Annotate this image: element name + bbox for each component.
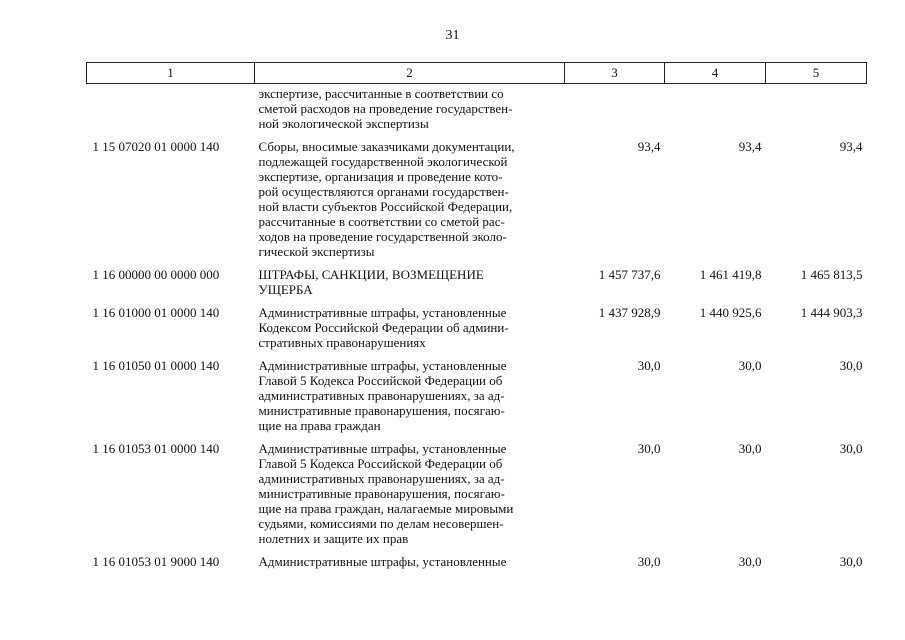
income-name-line: УЩЕРБА (258, 282, 313, 297)
amount-cell-col3: 30,0 (637, 554, 661, 569)
budget-table (86, 62, 867, 577)
amount-cell-col3: 1 457 737,6 (598, 267, 661, 282)
column-header-3: 3 (565, 63, 665, 84)
income-name-cell (255, 305, 565, 358)
income-name-line: административных правонарушениях, за ад- (258, 471, 505, 486)
amount-cell-col5: 1 465 813,5 (800, 267, 863, 282)
income-name-line: ной власти субъектов Российской Федерации, (258, 199, 513, 214)
column-header-1: 1 (87, 63, 255, 84)
amount-cell-col3: 1 437 928,9 (598, 305, 661, 320)
income-name-line: ной экологической экспертизы (258, 116, 429, 131)
income-name-line: Административные штрафы, установленные (258, 358, 507, 373)
table-row (87, 305, 867, 358)
budget-code-cell (87, 84, 255, 140)
income-name-line: административных правонарушениях, за ад- (258, 388, 505, 403)
income-name-cell (255, 84, 565, 140)
amount-cell-col5: 30,0 (839, 441, 863, 456)
amount-cell-col4: 93,4 (738, 139, 762, 154)
amount-cell-col5: 1 444 903,3 (800, 305, 863, 320)
income-name-line: ходов на проведение государственной эколо- (258, 229, 507, 244)
amount-cell-col5: 93,4 (839, 139, 863, 154)
income-name-line: нолетних и защите их прав (258, 531, 409, 546)
income-name-line: сметой расходов на проведение государствен- (258, 101, 513, 116)
income-name-cell (255, 358, 565, 441)
income-name-line: Административные штрафы, установленные (258, 441, 507, 456)
budget-code-cell: 1 16 01000 01 0000 140 (92, 305, 220, 320)
amount-cell-col5: 30,0 (839, 358, 863, 373)
income-name-cell (255, 139, 565, 267)
amount-cell-col3: 30,0 (637, 441, 661, 456)
amount-cell-col4: 30,0 (738, 358, 762, 373)
income-name-line: Административные штрафы, установленные (258, 554, 507, 569)
income-name-cell (255, 441, 565, 554)
column-header-4: 4 (665, 63, 766, 84)
column-header-5: 5 (766, 63, 867, 84)
income-name-line: Административные штрафы, установленные (258, 305, 507, 320)
budget-code-cell: 1 16 00000 00 0000 000 (92, 267, 220, 282)
income-name-line: Сборы, вносимые заказчиками документации, (258, 139, 515, 154)
amount-cell-col3: 93,4 (637, 139, 661, 154)
budget-code-cell: 1 16 01050 01 0000 140 (92, 358, 220, 373)
amount-cell-col5 (766, 84, 867, 140)
amount-cell-col3: 30,0 (637, 358, 661, 373)
table-row (87, 84, 867, 140)
income-name-line: судьями, комиссиями по делам несовершен- (258, 516, 504, 531)
amount-cell-col3 (565, 84, 665, 140)
amount-cell-col4: 30,0 (738, 441, 762, 456)
table-row (87, 267, 867, 305)
income-name-line: стративных правонарушениях (258, 335, 426, 350)
amount-cell-col4: 1 461 419,8 (699, 267, 762, 282)
income-name-cell (255, 267, 565, 305)
page-number: 31 (445, 28, 460, 43)
amount-cell-col4: 1 440 925,6 (699, 305, 762, 320)
income-name-line: Главой 5 Кодекса Российской Федерации об (258, 456, 503, 471)
income-name-line: рой осуществляются органами государствен- (258, 184, 509, 199)
amount-cell-col5: 30,0 (839, 554, 863, 569)
budget-code-cell: 1 16 01053 01 0000 140 (92, 441, 220, 456)
table-header-row (87, 63, 867, 84)
income-name-line: щие на права граждан (258, 418, 381, 433)
income-name-line: гической экспертизы (258, 244, 375, 259)
table-row (87, 441, 867, 554)
table-row (87, 139, 867, 267)
income-name-line: Главой 5 Кодекса Российской Федерации об (258, 373, 503, 388)
income-name-line: экспертизе, организация и проведение кото- (258, 169, 503, 184)
income-name-line: экспертизе, рассчитанные в соответствии со (258, 86, 504, 101)
amount-cell-col4 (665, 84, 766, 140)
income-name-line: рассчитанные в соответствии со сметой рас- (258, 214, 505, 229)
income-name-line: ШТРАФЫ, САНКЦИИ, ВОЗМЕЩЕНИЕ (258, 267, 484, 282)
budget-code-cell: 1 16 01053 01 9000 140 (92, 554, 220, 569)
column-header-2: 2 (255, 63, 565, 84)
income-name-line: Кодексом Российской Федерации об админи- (258, 320, 509, 335)
table-row (87, 554, 867, 577)
table-row (87, 358, 867, 441)
budget-code-cell: 1 15 07020 01 0000 140 (92, 139, 220, 154)
income-name-line: министративные правонарушения, посягаю- (258, 403, 505, 418)
income-name-line: щие на права граждан, налагаемые мировыми (258, 501, 514, 516)
income-name-cell (255, 554, 565, 577)
income-name-line: подлежащей государственной экологической (258, 154, 508, 169)
table-body (87, 84, 867, 578)
amount-cell-col4: 30,0 (738, 554, 762, 569)
income-name-line: министративные правонарушения, посягаю- (258, 486, 505, 501)
